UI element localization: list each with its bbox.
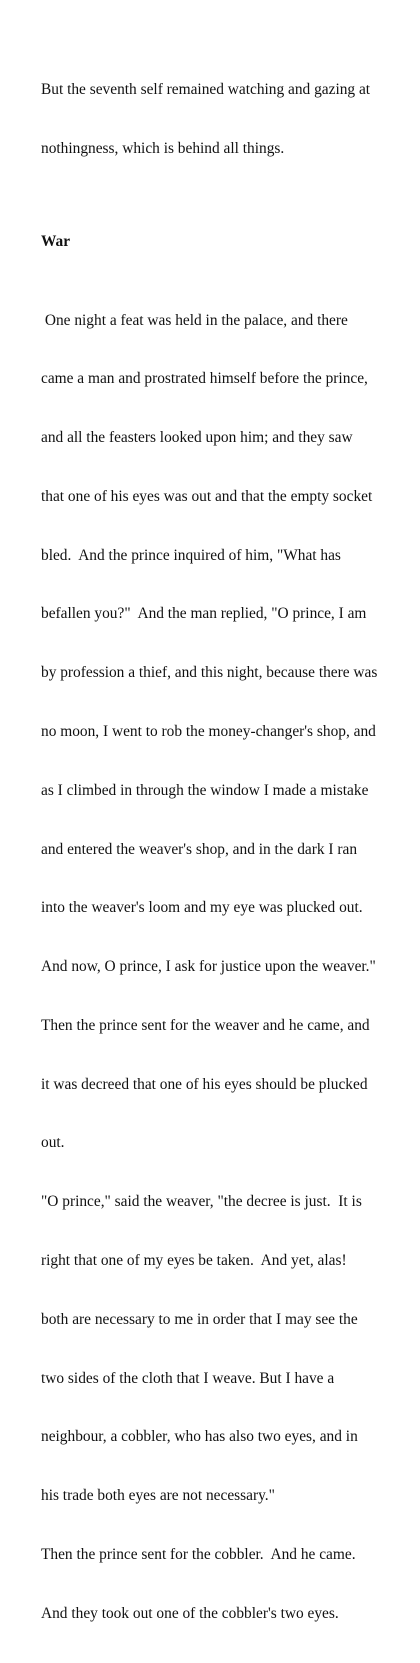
text-line: by profession a thief, and this night, because there was	[41, 664, 378, 682]
text-line: bled. And the prince inquired of him, "What has	[41, 546, 341, 564]
text-line: as I climbed in through the window I made a mistake	[41, 781, 369, 799]
text-line: and entered the weaver's shop, and in the dark I ran	[41, 840, 358, 858]
text-line: into the weaver's loom and my eye was plucked out.	[41, 899, 363, 917]
section-heading-block	[41, 232, 401, 252]
text-line: that one of his eyes was out and that the empty socket	[41, 487, 373, 505]
lead-paragraph	[41, 41, 401, 198]
text-line: and all the feasters looked upon him; and they saw	[41, 429, 353, 447]
text-line: both are necessary to me in order that I may see the	[41, 1310, 358, 1328]
text-line: Then the prince sent for the weaver and he came, and	[41, 1016, 370, 1034]
document-page	[41, 41, 401, 1663]
text-line: And now, O prince, I ask for justice upon the weaver."	[41, 958, 376, 976]
text-line: Then the prince sent for the cobbler. And he came.	[41, 1545, 356, 1563]
story-paragraph	[41, 271, 401, 1662]
text-line: nothingness, which is behind all things.	[41, 139, 285, 157]
text-line: two sides of the cloth that I weave. But I have a	[41, 1369, 335, 1387]
text-line: his trade both eyes are not necessary."	[41, 1487, 275, 1505]
text-line: One night a feat was held in the palace, and there	[41, 311, 348, 329]
text-line: no moon, I went to rob the money-changer's shop, and	[41, 723, 376, 740]
text-line: "O prince," said the weaver, "the decree is just. It is	[41, 1193, 362, 1211]
text-line: it was decreed that one of his eyes should be plucked	[41, 1075, 368, 1093]
text-line: And they took out one of the cobbler's two eyes.	[41, 1604, 339, 1622]
text-line: neighbour, a cobbler, who has also two eyes, and in	[41, 1428, 358, 1446]
text-line: But the seventh self remained watching and gazing at	[41, 81, 371, 99]
section-heading: War	[41, 232, 71, 250]
text-line: out.	[41, 1134, 65, 1152]
text-line: befallen you?" And the man replied, "O prince, I am	[41, 605, 367, 623]
text-line: right that one of my eyes be taken. And yet, alas!	[41, 1252, 347, 1270]
text-line: came a man and prostrated himself before the prince,	[41, 370, 368, 388]
